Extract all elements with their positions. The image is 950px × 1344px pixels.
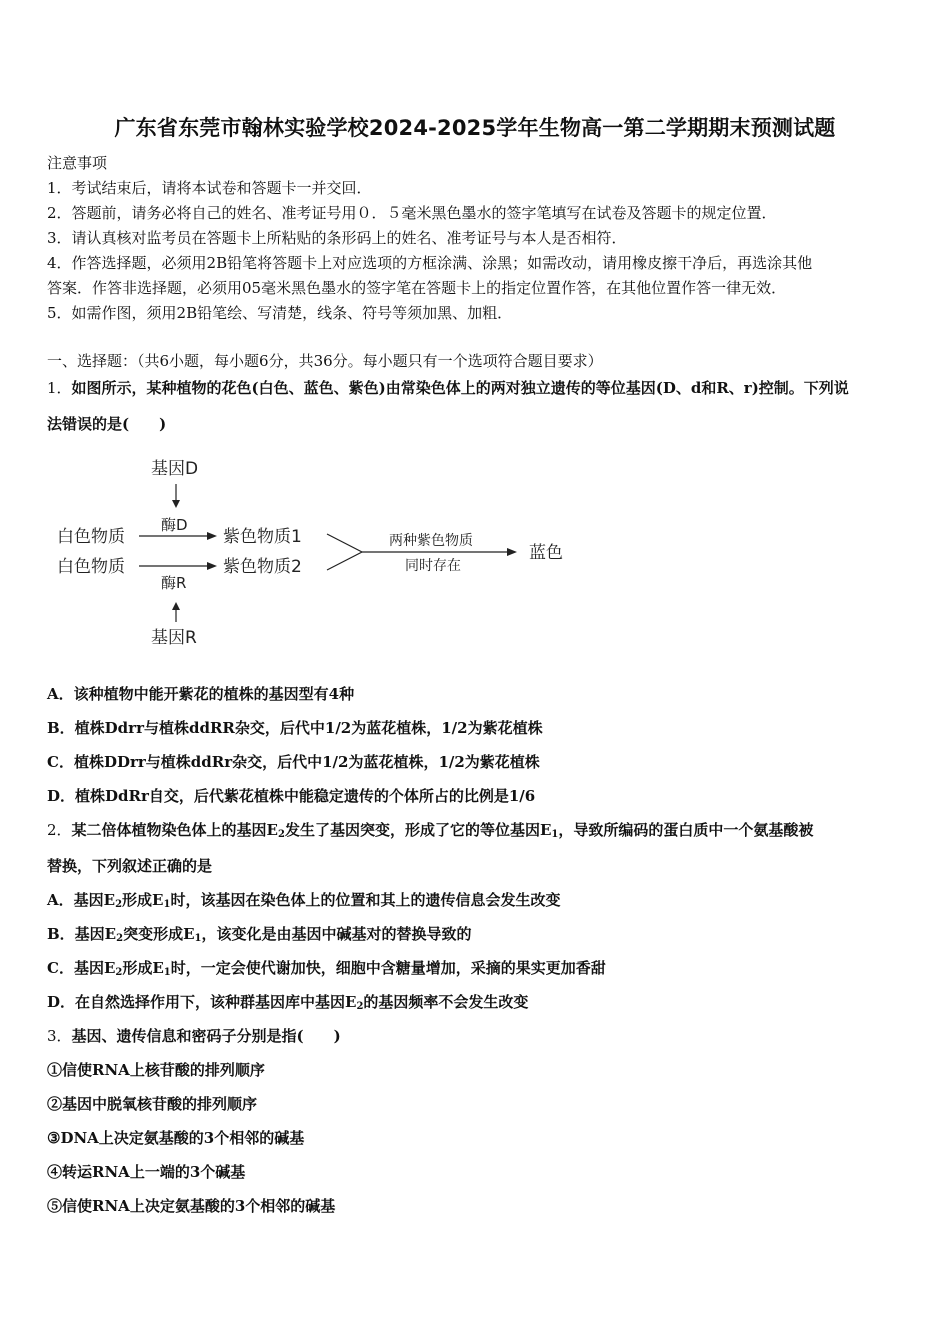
question-2-text: 某二倍体植物染色体上的基因E (71, 821, 278, 839)
question-2-option-a (47, 889, 560, 910)
subscript: 1 (163, 967, 171, 978)
question-3-text: 基因、遗传信息和密码子分别是指( ) (71, 1027, 341, 1045)
option-text: 时，一定会使代谢加快，细胞中含糖量增加，采摘的果实更加香甜 (170, 959, 606, 977)
gene-r-arrowhead (172, 602, 180, 610)
notice-item: 5．如需作图，须用2B铅笔绘、写清楚，线条、符号等须加黑、加粗． (47, 304, 513, 322)
subscript: 2 (356, 1001, 364, 1012)
subscript: 1 (163, 899, 171, 910)
flower-color-pathway-diagram (47, 452, 607, 652)
subscript: 2 (115, 899, 123, 910)
option-text: 的基因频率不会发生改变 (363, 993, 529, 1011)
condition-label-2: 同时存在 (405, 558, 461, 574)
arrow-to-blue-head (507, 548, 517, 556)
enzyme-d-label: 酶D (161, 516, 188, 534)
page-title: 广东省东莞市翰林实验学校2024-2025学年生物高一第二学期期末预测试题 (114, 116, 836, 140)
option-text: D．在自然选择作用下，该种群基因库中基因E (47, 993, 357, 1011)
question-3-stem (47, 1025, 341, 1046)
notice-item: 3．请认真核对监考员在答题卡上所粘贴的条形码上的姓名、准考证号与本人是否相符． (47, 229, 627, 247)
section-heading: 一、选择题：（共6小题，每小题6分，共36分。每小题只有一个选项符合题目要求） (47, 352, 603, 370)
question-1-text: 如图所示，某种植物的花色(白色、蓝色、紫色)由常染色体上的两对独立遗传的等位基因(D、d和R、r)控制。下列说 (71, 379, 849, 397)
condition-label-1: 两种紫色物质 (389, 533, 473, 549)
subscript: 1 (194, 933, 202, 944)
notice-item: 答案．作答非选择题，必须用05毫米黑色墨水的签字笔在答题卡上的指定位置作答，在其他位置作答一律无效． (47, 279, 787, 297)
arrow-white-to-purple2-head (207, 562, 217, 570)
question-1-option-c: C．植株DDrr与植株ddRr杂交，后代中1/2为蓝花植株，1/2为紫花植株 (47, 753, 540, 771)
notice-item: 1．考试结束后，请将本试卷和答题卡一并交回． (47, 179, 372, 197)
question-1-option-a: A．该种植物中能开紫花的植株的基因型有4种 (47, 685, 355, 703)
question-2-option-d (47, 991, 528, 1012)
blue-color-label: 蓝色 (529, 543, 563, 563)
option-text: A．基因E (47, 891, 116, 909)
purple-substance-2: 紫色物质2 (223, 557, 302, 577)
subscript: 2 (277, 829, 285, 840)
question-2-text: ，导致所编码的蛋白质中一个氨基酸被 (558, 821, 814, 839)
question-2-option-c (47, 957, 606, 978)
white-substance-1: 白色物质 (57, 527, 125, 547)
subscript: 1 (551, 829, 559, 840)
option-text: 形成E (122, 959, 164, 977)
question-3-item: ②基因中脱氧核苷酸的排列顺序 (47, 1095, 258, 1113)
option-text: B．基因E (47, 925, 117, 943)
question-1-stem-cont: 法错误的是( ) (47, 415, 167, 433)
arrow-white-to-purple1-head (207, 532, 217, 540)
gene-d-arrowhead (172, 500, 180, 508)
merge-bracket (327, 534, 362, 570)
question-1-stem (47, 377, 849, 398)
question-number: 1． (47, 379, 72, 397)
question-1-option-d: D．植株DdRr自交，后代紫花植株中能稳定遗传的个体所占的比例是1/6 (47, 787, 536, 805)
question-3-item: ⑤信使RNA上决定氨基酸的3个相邻的碱基 (47, 1197, 336, 1215)
white-substance-2: 白色物质 (57, 557, 125, 577)
enzyme-r-label: 酶R (161, 574, 187, 592)
notice-item: 4．作答选择题，必须用2B铅笔将答题卡上对应选项的方框涂满、涂黑；如需改动，请用橡皮擦干净后，再选涂其他 (47, 254, 813, 272)
question-2-option-b (47, 923, 472, 944)
question-2-text: 发生了基因突变，形成了它的等位基因E (284, 821, 552, 839)
option-text: 突变形成E (123, 925, 195, 943)
notice-heading: 注意事项 (47, 154, 108, 172)
subscript: 2 (115, 967, 123, 978)
question-number: 3． (47, 1027, 72, 1045)
question-2-stem (47, 819, 813, 840)
question-3-item: ④转运RNA上一端的3个碱基 (47, 1163, 246, 1181)
gene-r-label: 基因R (151, 628, 197, 648)
subscript: 2 (116, 933, 124, 944)
question-3-item: ③DNA上决定氨基酸的3个相邻的碱基 (47, 1129, 305, 1147)
question-3-item: ①信使RNA上核苷酸的排列顺序 (47, 1061, 265, 1079)
option-text: C．基因E (47, 959, 116, 977)
question-number: 2． (47, 821, 72, 839)
question-1-option-b: B．植株Ddrr与植株ddRR杂交，后代中1/2为蓝花植株，1/2为紫花植株 (47, 719, 543, 737)
option-text: 时，该基因在染色体上的位置和其上的遗传信息会发生改变 (170, 891, 561, 909)
option-text: ，该变化是由基因中碱基对的替换导致的 (201, 925, 472, 943)
question-2-stem-cont: 替换，下列叙述正确的是 (47, 857, 213, 875)
notice-item: 2．答题前，请务必将自己的姓名、准考证号用０．５毫米黑色墨水的签字笔填写在试卷及答题卡的规定位置． (47, 204, 777, 222)
option-text: 形成E (122, 891, 164, 909)
purple-substance-1: 紫色物质1 (223, 527, 302, 547)
gene-d-label: 基因D (151, 459, 199, 479)
